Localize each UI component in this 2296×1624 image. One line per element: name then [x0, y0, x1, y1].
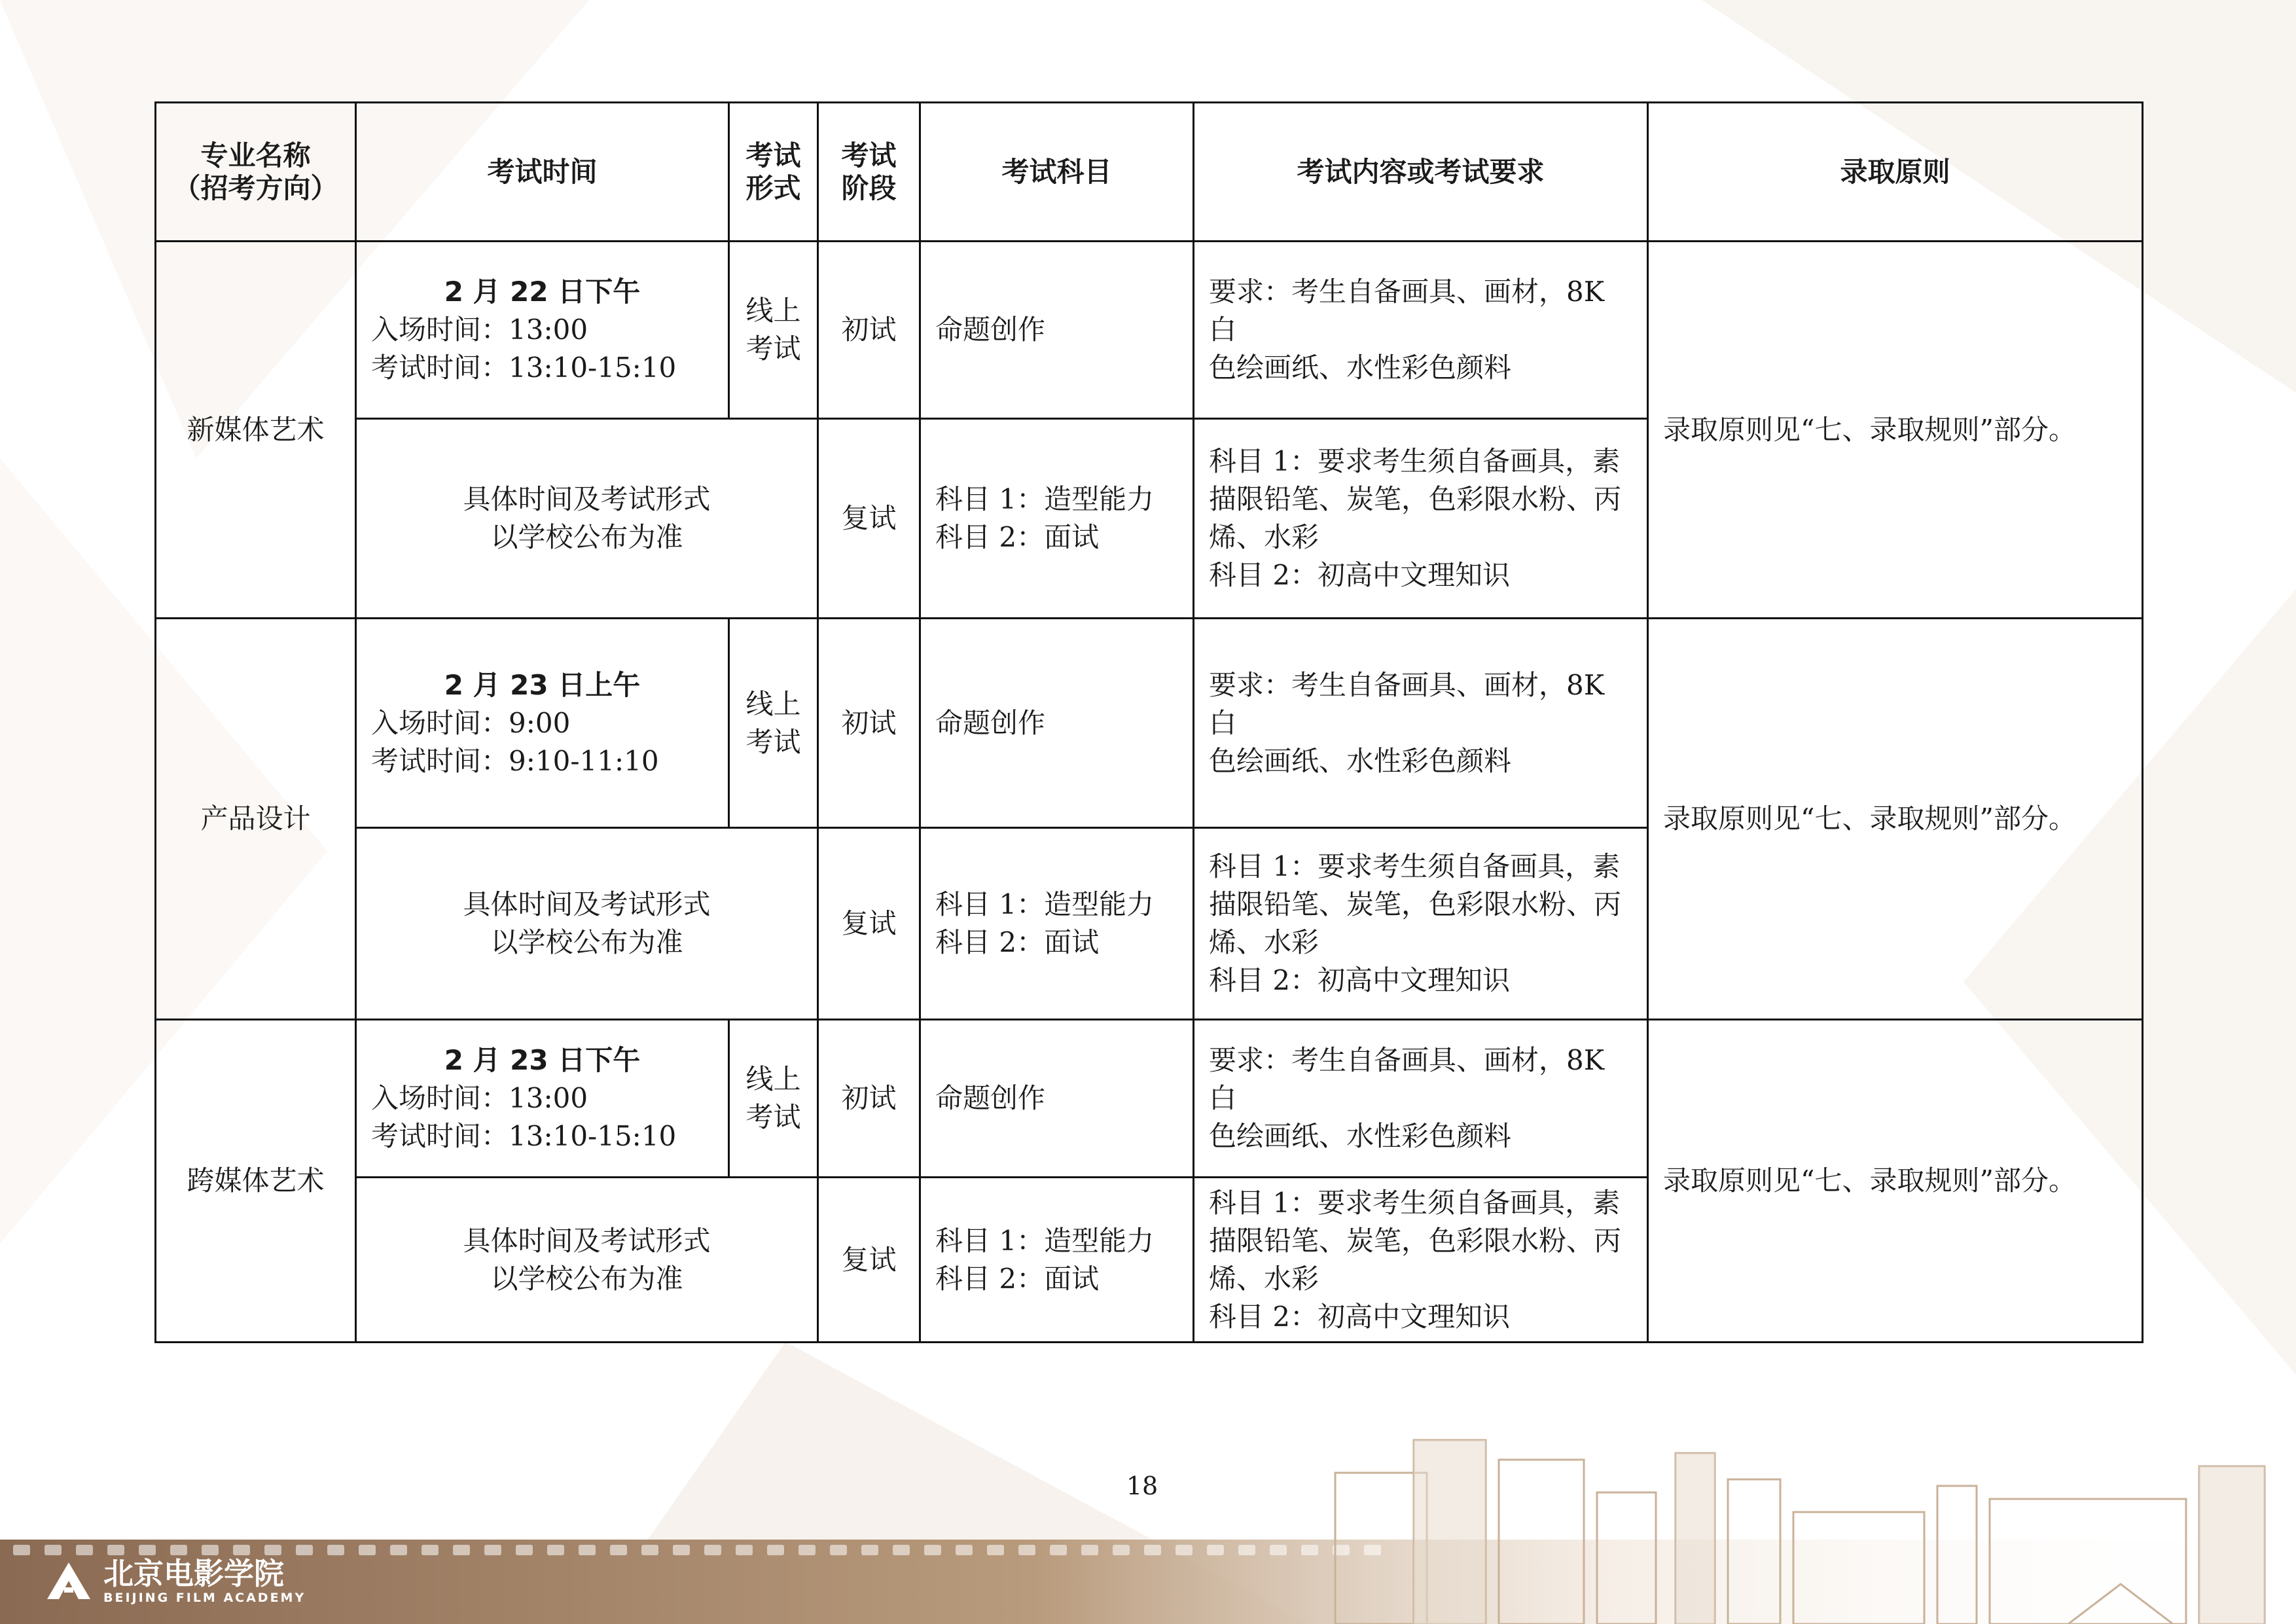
film-perforation — [1018, 1545, 1035, 1555]
exam-stage: 初试 — [818, 1020, 920, 1178]
retest-time: 具体时间及考试形式 以学校公布为准 — [356, 1178, 818, 1343]
exam-subject: 命题创作 — [920, 619, 1194, 828]
header-row — [156, 103, 2143, 242]
exam-stage: 初试 — [818, 242, 920, 419]
film-perforation — [1207, 1545, 1224, 1555]
table-row — [156, 242, 2143, 419]
major-name: 产品设计 — [156, 619, 356, 1020]
film-perforation — [987, 1545, 1004, 1555]
film-perforation — [390, 1545, 407, 1555]
admission-rule: 录取原则见“七、录取规则”部分。 — [1648, 242, 2143, 619]
header-content: 考试内容或考试要求 — [1194, 103, 1648, 242]
film-perforation — [579, 1545, 596, 1555]
film-academy-logo-icon — [46, 1561, 92, 1600]
film-perforation — [1113, 1545, 1130, 1555]
exam-subject: 命题创作 — [920, 1020, 1194, 1178]
exam-stage: 复试 — [818, 419, 920, 619]
film-perforation — [924, 1545, 941, 1555]
film-perforation — [13, 1545, 30, 1555]
film-perforation — [1144, 1545, 1161, 1555]
film-perforation — [76, 1545, 93, 1555]
campus-skyline-illustration — [1309, 1414, 2296, 1624]
film-perforation — [767, 1545, 784, 1555]
prelim-time: 2 月 23 日下午 入场时间：13:00 考试时间：13:10-15:10 — [356, 1020, 729, 1178]
film-perforation — [45, 1545, 62, 1555]
header-stage: 考试 阶段 — [818, 103, 920, 242]
film-perforation — [107, 1545, 124, 1555]
exam-form: 线上 考试 — [729, 242, 818, 419]
film-perforation — [1270, 1545, 1287, 1555]
retest-time: 具体时间及考试形式 以学校公布为准 — [356, 828, 818, 1020]
film-perforation — [1081, 1545, 1098, 1555]
admission-rule: 录取原则见“七、录取规则”部分。 — [1648, 619, 2143, 1020]
logo-chinese-name: 北京电影学院 — [103, 1556, 284, 1591]
film-perforation — [516, 1545, 533, 1555]
table-row — [156, 619, 2143, 828]
exam-subject: 科目 1：造型能力 科目 2：面试 — [920, 419, 1194, 619]
exam-content: 要求：考生自备画具、画材，8K 白 色绘画纸、水性彩色颜料 — [1194, 1020, 1648, 1178]
exam-subject: 科目 1：造型能力 科目 2：面试 — [920, 828, 1194, 1020]
exam-form: 线上 考试 — [729, 619, 818, 828]
film-perforation — [264, 1545, 281, 1555]
exam-content: 科目 1：要求考生须自备画具，素 描限铅笔、炭笔，色彩限水粉、丙 烯、水彩 科目 2：初高中文理知识 — [1194, 1178, 1648, 1343]
exam-schedule-table — [154, 101, 2144, 1343]
header-time: 考试时间 — [356, 103, 729, 242]
film-perforation — [484, 1545, 501, 1555]
film-perforation — [956, 1545, 973, 1555]
film-perforation — [736, 1545, 753, 1555]
film-perforation — [139, 1545, 156, 1555]
film-perforation — [830, 1545, 847, 1555]
exam-stage: 复试 — [818, 1178, 920, 1343]
film-perforation — [453, 1545, 470, 1555]
major-name: 新媒体艺术 — [156, 242, 356, 619]
film-perforation — [641, 1545, 658, 1555]
film-perforation — [547, 1545, 564, 1555]
exam-content: 要求：考生自备画具、画材，8K 白 色绘画纸、水性彩色颜料 — [1194, 619, 1648, 828]
film-perforation — [673, 1545, 690, 1555]
film-perforation — [233, 1545, 250, 1555]
film-perforation — [327, 1545, 344, 1555]
exam-content: 科目 1：要求考生须自备画具，素 描限铅笔、炭笔，色彩限水粉、丙 烯、水彩 科目 2：初高中文理知识 — [1194, 828, 1648, 1020]
exam-subject: 命题创作 — [920, 242, 1194, 419]
exam-form: 线上 考试 — [729, 1020, 818, 1178]
film-perforation — [422, 1545, 439, 1555]
film-perforation — [1175, 1545, 1193, 1555]
film-perforation — [610, 1545, 627, 1555]
page-number: 18 — [1126, 1471, 1158, 1500]
film-perforation — [296, 1545, 313, 1555]
table-row — [156, 1020, 2143, 1178]
film-perforation — [202, 1545, 219, 1555]
film-perforation — [798, 1545, 816, 1555]
film-perforation — [1050, 1545, 1067, 1555]
film-perforation — [861, 1545, 878, 1555]
admission-rule: 录取原则见“七、录取规则”部分。 — [1648, 1020, 2143, 1343]
major-name: 跨媒体艺术 — [156, 1020, 356, 1343]
film-perforation — [359, 1545, 376, 1555]
exam-content: 要求：考生自备画具、画材，8K 白 色绘画纸、水性彩色颜料 — [1194, 242, 1648, 419]
prelim-time: 2 月 23 日上午 入场时间：9:00 考试时间：9:10-11:10 — [356, 619, 729, 828]
header-admission: 录取原则 — [1648, 103, 2143, 242]
prelim-time: 2 月 22 日下午 入场时间：13:00 考试时间：13:10-15:10 — [356, 242, 729, 419]
logo-english-name: BEIJING FILM ACADEMY — [103, 1591, 306, 1605]
beijing-film-academy-logo — [46, 1557, 306, 1605]
header-major: 专业名称 （招考方向） — [156, 103, 356, 242]
retest-time: 具体时间及考试形式 以学校公布为准 — [356, 419, 818, 619]
film-perforation — [893, 1545, 910, 1555]
film-perforation — [170, 1545, 187, 1555]
header-subject: 考试科目 — [920, 103, 1194, 242]
exam-subject: 科目 1：造型能力 科目 2：面试 — [920, 1178, 1194, 1343]
exam-stage: 复试 — [818, 828, 920, 1020]
header-form: 考试 形式 — [729, 103, 818, 242]
film-perforation — [704, 1545, 721, 1555]
exam-content: 科目 1：要求考生须自备画具，素 描限铅笔、炭笔，色彩限水粉、丙 烯、水彩 科目 2：初高中文理知识 — [1194, 419, 1648, 619]
exam-stage: 初试 — [818, 619, 920, 828]
film-perforation — [1238, 1545, 1255, 1555]
